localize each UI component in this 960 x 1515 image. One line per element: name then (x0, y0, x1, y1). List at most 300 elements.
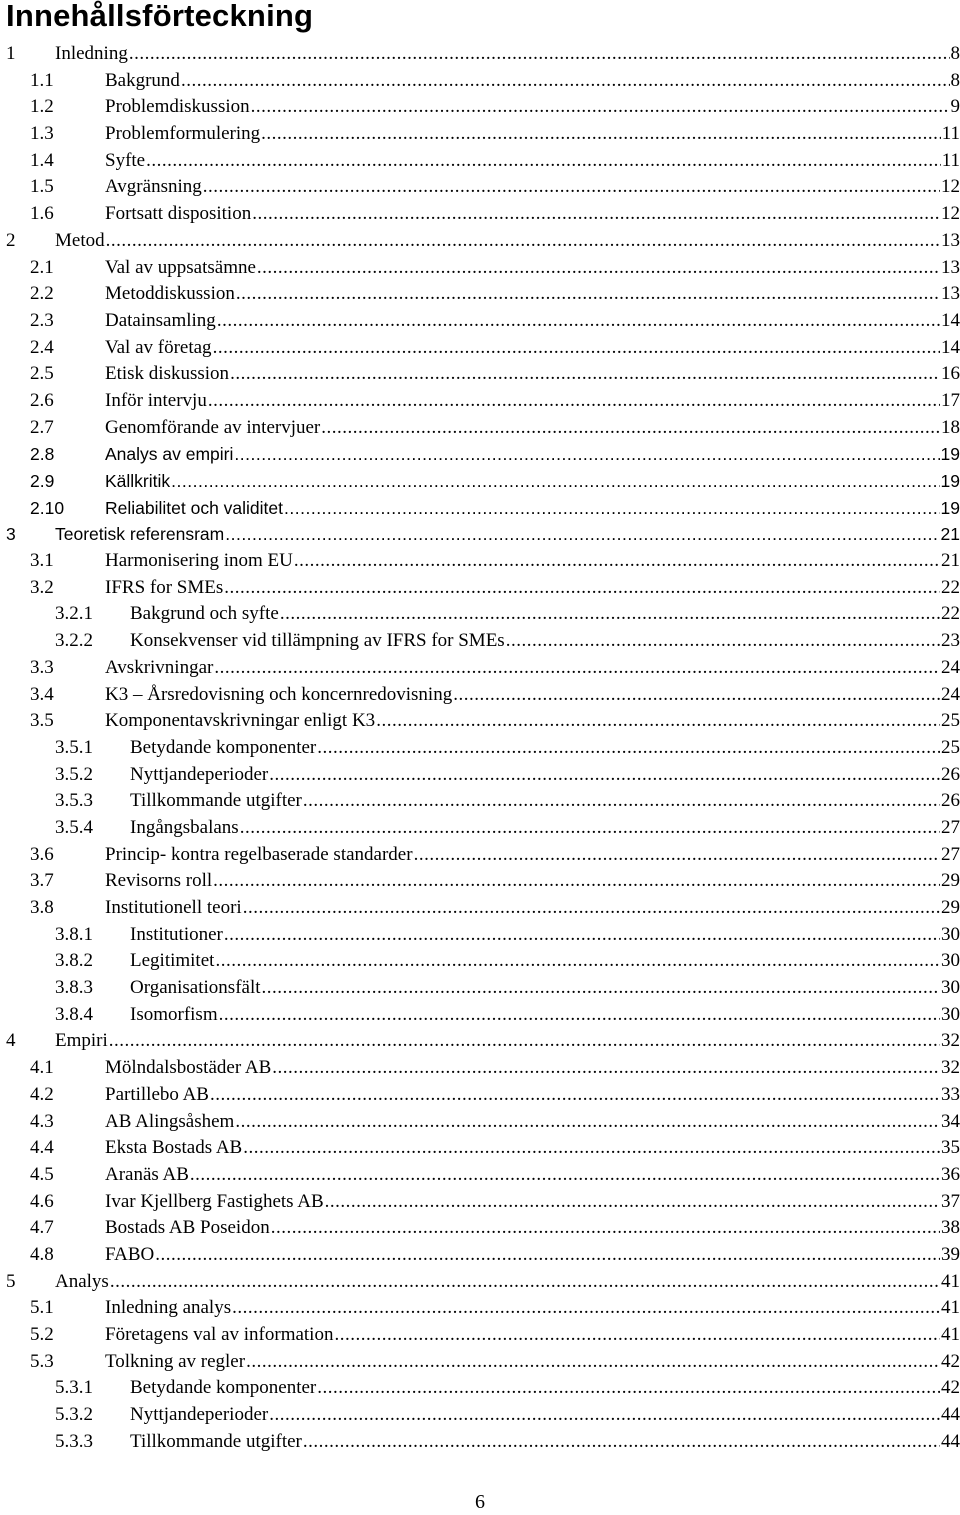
dot-leader (294, 548, 940, 575)
toc-entry-number: 2.4 (30, 336, 54, 358)
toc-entry[interactable] (0, 495, 960, 522)
toc-entry-page: 33 (941, 1083, 960, 1105)
toc-entry-title: Partillebo AB (105, 1082, 210, 1109)
toc-entry-number: 5.2 (30, 1324, 54, 1345)
toc-entry-page: 19 (940, 497, 960, 518)
toc-entry-page: 42 (941, 1377, 960, 1399)
toc-entry[interactable] (0, 174, 960, 201)
dot-leader (243, 1135, 940, 1162)
toc-entry-line (105, 1295, 960, 1322)
toc-entry-page: 41 (941, 1297, 960, 1319)
toc-entry-page: 29 (941, 870, 960, 892)
toc-entry-line (105, 575, 960, 602)
toc-entry-page: 30 (941, 923, 960, 945)
toc-entry-page: 42 (941, 1350, 960, 1372)
toc-entry[interactable] (0, 361, 960, 388)
toc-entry-title: Aranäs AB (105, 1162, 190, 1189)
dot-leader (325, 1189, 940, 1216)
toc-entry-line (55, 1028, 960, 1055)
toc-entry-title: Etisk diskussion (105, 361, 230, 388)
toc-entry-number: 2.10 (30, 497, 65, 518)
toc-entry-page: 29 (941, 897, 960, 918)
toc-entry-page: 21 (940, 524, 960, 545)
toc-entry-number: 3.1 (30, 550, 54, 572)
toc-entry-page: 37 (941, 1190, 960, 1212)
toc-entry[interactable] (0, 922, 960, 949)
toc-entry-number: 4.8 (30, 1243, 54, 1265)
toc-entry[interactable] (0, 121, 960, 148)
toc-entry[interactable] (0, 815, 960, 842)
toc-entry-number: 1.1 (30, 69, 54, 91)
toc-entry-line (55, 228, 960, 255)
toc-entry-number: 3 (6, 524, 16, 545)
toc-entry-title: Mölndalsbostäder AB (105, 1055, 272, 1082)
toc-entry-line (105, 682, 960, 709)
toc-entry-line (105, 1242, 960, 1269)
toc-entry-page: 35 (941, 1137, 960, 1159)
toc-entry-title: Bostads AB Poseidon (105, 1215, 271, 1242)
toc-entry-line (105, 201, 960, 228)
toc-entry-page: 34 (941, 1110, 960, 1132)
toc-entry-page: 32 (941, 1057, 960, 1079)
toc-entry[interactable] (0, 708, 960, 735)
page-number: 6 (475, 1491, 485, 1513)
toc-entry-page: 21 (941, 550, 960, 572)
toc-entry[interactable] (0, 68, 960, 95)
toc-entry-number: 2.7 (30, 416, 54, 438)
toc-entry-line (130, 815, 960, 842)
toc-entry-number: 2.8 (30, 444, 55, 465)
toc-entry-number: 3.5.3 (55, 790, 93, 812)
toc-entry-title: Analys (55, 1269, 110, 1296)
toc-entry-title: Komponentavskrivningar enligt K3 (105, 708, 376, 735)
dot-leader (317, 1375, 940, 1402)
toc-entry[interactable] (0, 468, 960, 495)
toc-entry-number: 3.8 (30, 897, 54, 918)
toc-entry-line (105, 1135, 960, 1162)
toc-entry[interactable] (0, 895, 960, 922)
toc-entry-line (130, 601, 960, 628)
toc-entry-title: Bakgrund (105, 68, 181, 95)
dot-leader (208, 388, 940, 415)
toc-entry-line (105, 842, 960, 869)
toc-entry-title: Eksta Bostads AB (105, 1135, 243, 1162)
dot-leader (215, 948, 940, 975)
dot-leader (171, 468, 939, 495)
toc-entry-page: 44 (941, 1404, 960, 1426)
toc-entry-line (105, 1055, 960, 1082)
toc-entry[interactable] (0, 1189, 960, 1216)
toc-entry-line (130, 628, 960, 655)
dot-leader (261, 121, 941, 148)
toc-entry-line (130, 1429, 960, 1456)
toc-entry-title: Fortsatt disposition (105, 201, 252, 228)
toc-entry[interactable] (0, 1162, 960, 1189)
toc-entry-number: 1.2 (30, 96, 54, 118)
dot-leader (262, 975, 940, 1002)
toc-entry[interactable] (0, 1375, 960, 1402)
toc-entry-title: Avskrivningar (105, 655, 214, 682)
toc-entry-number: 5.3.2 (55, 1404, 93, 1426)
toc-entry-title: Val av uppsatsämne (105, 255, 257, 282)
toc-entry-line (105, 308, 960, 335)
dot-leader (506, 628, 940, 655)
toc-entry-title: Inledning analys (105, 1295, 232, 1322)
toc-entry-number: 2.5 (30, 363, 54, 385)
toc-entry-line (130, 735, 960, 762)
toc-entry-line (130, 1002, 960, 1029)
toc-entry-number: 4 (6, 1030, 16, 1052)
toc-entry-title: Princip- kontra regelbaserade standarder (105, 842, 414, 869)
toc-entry-number: 5 (6, 1270, 16, 1292)
toc-entry-number: 2 (6, 229, 16, 251)
toc-entry-title: Teoretisk referensram (55, 521, 225, 548)
toc-entry-page: 26 (941, 763, 960, 785)
toc-entry[interactable] (0, 1242, 960, 1269)
toc-entry-line (105, 68, 960, 95)
toc-entry-line (105, 868, 960, 895)
dot-leader (269, 762, 940, 789)
toc-entry-title: Ivar Kjellberg Fastighets AB (105, 1189, 325, 1216)
dot-leader (213, 868, 940, 895)
toc-entry-page: 23 (941, 630, 960, 652)
toc-entry-page: 27 (941, 816, 960, 838)
toc-entry-page: 25 (941, 710, 960, 732)
toc-entry[interactable] (0, 628, 960, 655)
toc-entry-page: 24 (941, 683, 960, 705)
dot-leader (190, 1162, 940, 1189)
toc-entry-number: 2.3 (30, 309, 54, 331)
table-of-contents (0, 41, 960, 1455)
toc-entry-number: 4.6 (30, 1190, 54, 1212)
toc-entry-number: 3.2.1 (55, 603, 93, 625)
toc-entry-title: Inledning (55, 41, 129, 68)
toc-entry-title: Isomorfism (130, 1002, 219, 1029)
dot-leader (252, 201, 940, 228)
toc-entry-number: 2.2 (30, 283, 54, 305)
toc-entry-page: 25 (941, 736, 960, 758)
toc-entry-title: Legitimitet (130, 948, 215, 975)
toc-entry-line (105, 281, 960, 308)
toc-entry-page: 18 (941, 416, 960, 438)
toc-entry[interactable] (0, 228, 960, 255)
toc-entry-number: 3.6 (30, 843, 54, 865)
dot-leader (303, 1429, 940, 1456)
toc-entry-number: 2.6 (30, 389, 54, 411)
toc-entry-line (105, 895, 960, 922)
toc-entry-page: 24 (941, 656, 960, 678)
dot-leader (219, 1002, 940, 1029)
toc-entry-line (105, 708, 960, 735)
toc-entry-line (105, 441, 960, 468)
toc-entry[interactable] (0, 575, 960, 602)
toc-entry-page: 30 (941, 950, 960, 972)
dot-leader (321, 415, 940, 442)
toc-entry-page: 19 (940, 471, 960, 491)
toc-entry-number: 5.3.3 (55, 1430, 93, 1452)
toc-entry-title: Metod (55, 228, 106, 255)
toc-entry-title: Tillkommande utgifter (130, 1429, 303, 1456)
toc-entry-line (105, 255, 960, 282)
dot-leader (334, 1322, 940, 1349)
toc-entry-number: 1.3 (30, 123, 54, 145)
toc-entry-title: Analys av empiri (105, 441, 234, 468)
toc-entry-number: 3.5.4 (55, 816, 93, 838)
toc-entry[interactable] (0, 1295, 960, 1322)
dot-leader (317, 735, 940, 762)
toc-entry-line (130, 948, 960, 975)
toc-entry-page: 13 (941, 256, 960, 278)
toc-entry-page: 12 (941, 176, 960, 198)
toc-entry-number: 4.2 (30, 1083, 54, 1105)
toc-entry-title: Institutionell teori (105, 895, 243, 922)
toc-entry-title: Källkritik (105, 468, 171, 495)
toc-entry-line (105, 468, 960, 495)
toc-entry-number: 3.4 (30, 683, 54, 705)
toc-entry[interactable] (0, 1055, 960, 1082)
dot-leader (271, 1215, 940, 1242)
toc-entry-number: 1.6 (30, 203, 54, 225)
toc-entry-line (130, 788, 960, 815)
toc-entry-line (105, 121, 960, 148)
toc-entry-line (105, 174, 960, 201)
toc-entry[interactable] (0, 788, 960, 815)
toc-entry-title: Genomförande av intervjuer (105, 415, 321, 442)
toc-entry-title: Val av företag (105, 335, 213, 362)
toc-entry-line (105, 415, 960, 442)
dot-leader (234, 441, 939, 468)
toc-entry-number: 3.8.2 (55, 950, 93, 972)
toc-entry[interactable] (0, 548, 960, 575)
dot-leader (224, 922, 940, 949)
toc-entry[interactable] (0, 1402, 960, 1429)
toc-entry[interactable] (0, 441, 960, 468)
toc-entry-title: Harmonisering inom EU (105, 548, 294, 575)
toc-entry-number: 3.8.1 (55, 923, 93, 945)
toc-entry-number: 3.8.3 (55, 977, 93, 999)
toc-entry-title: Inför intervju (105, 388, 208, 415)
toc-entry[interactable] (0, 682, 960, 709)
toc-entry-line (55, 41, 960, 68)
dot-leader (284, 495, 940, 522)
toc-entry-title: Bakgrund och syfte (130, 601, 280, 628)
toc-entry-page: 27 (941, 843, 960, 865)
toc-entry-number: 4.5 (30, 1163, 54, 1185)
toc-entry-number: 2.9 (30, 471, 55, 491)
toc-entry-number: 3.2 (30, 576, 54, 598)
toc-entry-page: 9 (950, 96, 960, 118)
toc-entry-number: 3.7 (30, 870, 54, 892)
dot-leader (230, 361, 940, 388)
toc-entry-title: Tolkning av regler (105, 1349, 246, 1376)
toc-entry-page: 39 (941, 1243, 960, 1265)
toc-entry[interactable] (0, 842, 960, 869)
dot-leader (146, 148, 941, 175)
toc-entry-page: 19 (940, 444, 960, 465)
toc-entry[interactable] (0, 1002, 960, 1029)
toc-entry-number: 3.3 (30, 656, 54, 678)
toc-entry-page: 8 (950, 69, 960, 91)
toc-entry-line (55, 1269, 960, 1296)
toc-entry[interactable] (0, 1269, 960, 1296)
toc-entry-number: 4.4 (30, 1137, 54, 1159)
toc-entry-title: Syfte (105, 148, 146, 175)
toc-entry-page: 13 (941, 283, 960, 305)
dot-leader (257, 255, 940, 282)
toc-entry-number: 5.3.1 (55, 1377, 93, 1399)
toc-entry[interactable] (0, 655, 960, 682)
toc-entry-line (105, 1162, 960, 1189)
toc-entry-title: Datainsamling (105, 308, 217, 335)
toc-entry-title: Empiri (55, 1028, 109, 1055)
toc-entry-title: Nyttjandeperioder (130, 1402, 269, 1429)
toc-entry-line (105, 1215, 960, 1242)
toc-entry-line (130, 922, 960, 949)
toc-entry-number: 3.5.1 (55, 736, 93, 758)
toc-entry[interactable] (0, 388, 960, 415)
toc-entry[interactable] (0, 948, 960, 975)
toc-entry[interactable] (0, 1109, 960, 1136)
toc-entry-number: 2.1 (30, 256, 54, 278)
toc-entry-line (130, 1402, 960, 1429)
toc-entry-page: 14 (941, 309, 960, 331)
toc-entry[interactable] (0, 255, 960, 282)
toc-entry-title: K3 – Årsredovisning och koncernredovisning (105, 682, 453, 709)
dot-leader (235, 1109, 940, 1136)
toc-entry-title: AB Alingsåshem (105, 1109, 235, 1136)
toc-entry-line (130, 762, 960, 789)
dot-leader (303, 788, 940, 815)
dot-leader (225, 521, 939, 548)
dot-leader (155, 1242, 940, 1269)
toc-entry-line (105, 1349, 960, 1376)
toc-entry-page: 41 (941, 1270, 960, 1292)
toc-entry-line (105, 548, 960, 575)
toc-entry[interactable] (0, 868, 960, 895)
toc-entry-number: 3.5.2 (55, 763, 93, 785)
toc-entry-title: Revisorns roll (105, 868, 213, 895)
toc-entry[interactable] (0, 1349, 960, 1376)
dot-leader (251, 94, 950, 121)
toc-entry[interactable] (0, 521, 960, 548)
toc-entry-page: 16 (941, 363, 960, 385)
toc-entry-page: 26 (941, 790, 960, 812)
dot-leader (181, 68, 950, 95)
toc-entry-page: 38 (941, 1217, 960, 1239)
toc-entry-title: Tillkommande utgifter (130, 788, 303, 815)
toc-entry-title: Institutioner (130, 922, 224, 949)
toc-entry[interactable] (0, 41, 960, 68)
toc-entry-page: 8 (950, 43, 960, 64)
toc-entry-line (105, 1322, 960, 1349)
dot-leader (109, 1028, 940, 1055)
toc-entry[interactable] (0, 1028, 960, 1055)
toc-entry[interactable] (0, 762, 960, 789)
dot-leader (246, 1349, 940, 1376)
toc-entry-title: Metoddiskussion (105, 281, 236, 308)
toc-entry[interactable] (0, 975, 960, 1002)
toc-entry-line (105, 388, 960, 415)
toc-entry[interactable] (0, 1429, 960, 1456)
dot-leader (232, 1295, 940, 1322)
toc-entry-line (105, 361, 960, 388)
toc-entry-page: 44 (941, 1430, 960, 1452)
dot-leader (217, 308, 940, 335)
toc-entry[interactable] (0, 335, 960, 362)
toc-entry[interactable] (0, 148, 960, 175)
toc-entry[interactable] (0, 601, 960, 628)
toc-entry-line (105, 1082, 960, 1109)
toc-entry-title: Betydande komponenter (130, 1375, 317, 1402)
dot-leader (453, 682, 940, 709)
toc-entry[interactable] (0, 1215, 960, 1242)
toc-entry-page: 22 (941, 603, 960, 625)
toc-entry[interactable] (0, 1082, 960, 1109)
toc-entry-line (105, 655, 960, 682)
toc-entry-title: Företagens val av information (105, 1322, 334, 1349)
toc-entry-page: 11 (941, 123, 960, 145)
toc-entry-number: 5.3 (30, 1350, 54, 1372)
dot-leader (236, 281, 940, 308)
toc-entry-page: 17 (941, 389, 960, 411)
toc-entry-number: 4.7 (30, 1217, 54, 1239)
toc-entry-title: Organisationsfält (130, 975, 262, 1002)
toc-entry[interactable] (0, 308, 960, 335)
toc-entry-title: Konsekvenser vid tillämpning av IFRS for SMEs (130, 628, 506, 655)
toc-entry[interactable] (0, 281, 960, 308)
toc-entry-number: 4.1 (30, 1057, 54, 1079)
toc-entry-page: 30 (941, 977, 960, 999)
toc-entry-number: 4.3 (30, 1110, 54, 1132)
toc-entry-line (105, 1109, 960, 1136)
toc-entry[interactable] (0, 415, 960, 442)
dot-leader (280, 601, 940, 628)
toc-entry-line (130, 975, 960, 1002)
toc-entry-title: Problemdiskussion (105, 94, 251, 121)
toc-entry[interactable] (0, 1135, 960, 1162)
toc-entry[interactable] (0, 735, 960, 762)
toc-entry-page: 22 (941, 576, 960, 598)
toc-entry-page: 12 (941, 203, 960, 225)
dot-leader (224, 575, 940, 602)
toc-entry-line (105, 335, 960, 362)
toc-entry-number: 3.5 (30, 710, 54, 732)
toc-entry-number: 1.5 (30, 176, 54, 198)
toc-entry[interactable] (0, 94, 960, 121)
dot-leader (203, 174, 940, 201)
dot-leader (269, 1402, 940, 1429)
toc-entry-title: Reliabilitet och validitet (105, 495, 284, 522)
toc-entry-number: 3.8.4 (55, 1003, 93, 1025)
toc-entry-page: 13 (941, 229, 960, 251)
toc-entry-title: Problemformulering (105, 121, 261, 148)
toc-entry-page: 14 (941, 336, 960, 358)
toc-entry[interactable] (0, 1322, 960, 1349)
dot-leader (210, 1082, 940, 1109)
toc-entry-line (105, 94, 960, 121)
dot-leader (213, 335, 940, 362)
toc-entry-line (55, 521, 960, 548)
toc-entry-title: FABO (105, 1242, 155, 1269)
toc-entry-title: Betydande komponenter (130, 735, 317, 762)
toc-entry[interactable] (0, 201, 960, 228)
dot-leader (214, 655, 940, 682)
toc-entry-line (105, 1189, 960, 1216)
toc-entry-number: 1.4 (30, 149, 54, 171)
dot-leader (129, 41, 950, 68)
toc-entry-title: Nyttjandeperioder (130, 762, 269, 789)
toc-entry-title: Ingångsbalans (130, 815, 240, 842)
